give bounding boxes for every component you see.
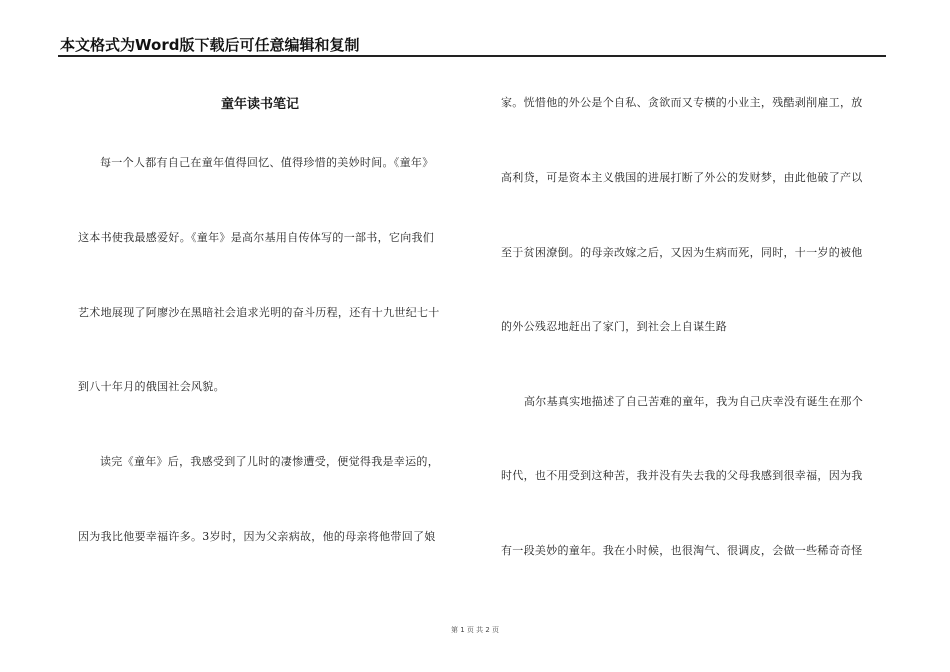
- body-line: 因为我比他要幸福许多。3岁时，因为父亲病故，他的母亲将他带回了娘: [78, 530, 436, 543]
- document-title: 童年读书笔记: [221, 97, 300, 112]
- body-line: 这本书使我最感爱好。《童年》是高尔基用自传体写的一部书，它向我们: [78, 231, 435, 244]
- document-header: 本文格式为Word版下载后可任意编辑和复制: [60, 36, 360, 54]
- page-number: 第 1 页 共 2 页: [450, 626, 500, 634]
- body-line: 艺术地展现了阿廖沙在黑暗社会追求光明的奋斗历程，还有十九世纪七十: [78, 306, 440, 319]
- body-line: 每一个人都有自己在童年值得回忆、值得珍惜的美妙时间。《童年》: [100, 156, 434, 169]
- header-divider: [58, 55, 886, 57]
- body-line: 高尔基真实地描述了自己苦难的童年，我为自己庆幸没有诞生在那个: [524, 395, 863, 408]
- body-line: 的外公残忍地赶出了家门，到社会上自谋生路: [501, 320, 727, 333]
- body-line: 时代，也不用受到这种苦，我并没有失去我的父母我感到很幸福，因为我: [501, 469, 863, 482]
- body-line: 到八十年月的俄国社会风貌。: [78, 380, 225, 393]
- body-line: 有一段美妙的童年。我在小时候，也很淘气、很调皮，会做一些稀奇奇怪: [501, 544, 863, 557]
- body-line: 家。恍惜他的外公是个自私、贪欲而又专横的小业主，残酷剥削雇工，放: [501, 96, 863, 109]
- body-line: 至于贫困潦倒。的母亲改嫁之后，又因为生病而死，同时，十一岁的被他: [501, 246, 863, 259]
- body-line: 高利贷，可是资本主义俄国的进展打断了外公的发财梦，由此他破了产以: [501, 171, 863, 184]
- body-line: 读完《童年》后，我感受到了儿时的凄惨遭受，便觉得我是幸运的，: [100, 455, 439, 468]
